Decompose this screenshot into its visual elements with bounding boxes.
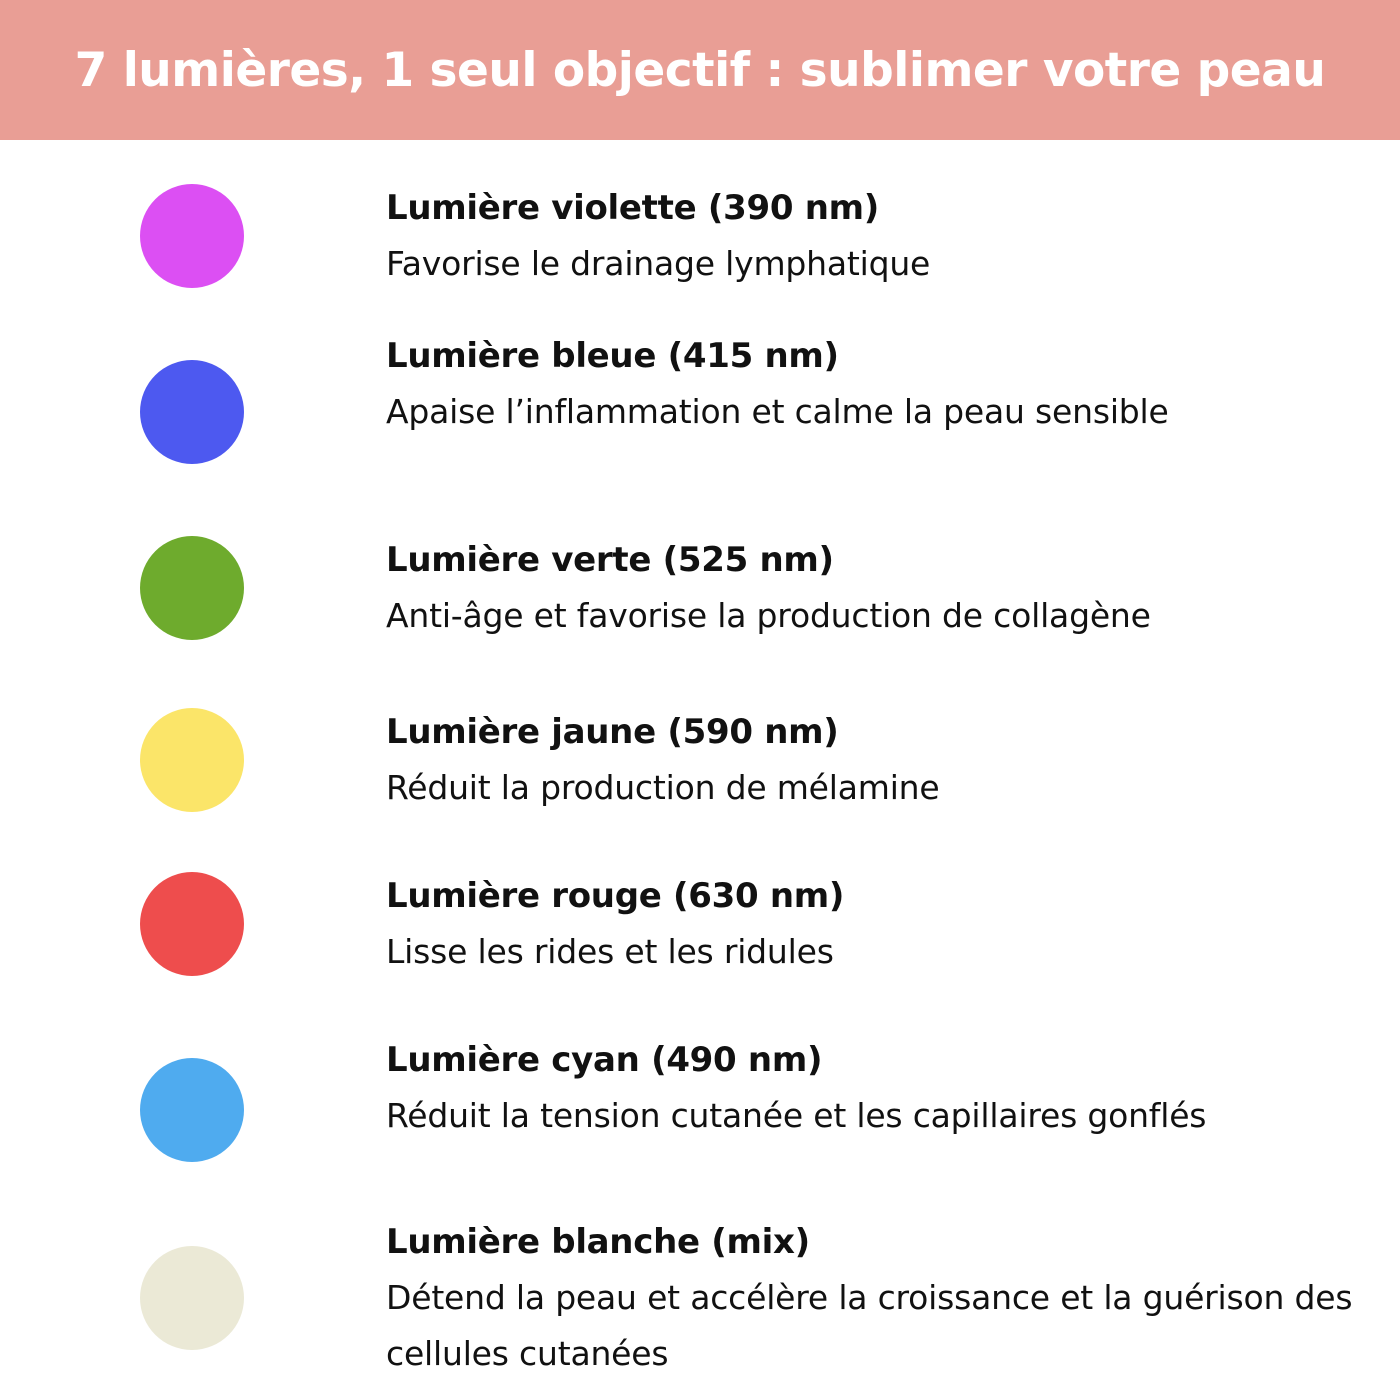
- item-title: Lumière blanche (mix): [386, 1222, 810, 1262]
- violet-light-dot: [140, 184, 244, 288]
- cyan-light-dot: [140, 1058, 244, 1162]
- red-light-dot: [140, 872, 244, 976]
- item-text: [386, 704, 1376, 816]
- green-light-dot: [140, 536, 244, 640]
- item-title: Lumière jaune (590 nm): [386, 712, 839, 752]
- item-title: Lumière rouge (630 nm): [386, 876, 845, 916]
- item-description: Réduit la production de mélamine: [386, 768, 940, 807]
- item-description: Anti-âge et favorise la production de collagène: [386, 596, 1151, 635]
- yellow-light-dot: [140, 708, 244, 812]
- item-text: [386, 328, 1376, 440]
- item-title: Lumière verte (525 nm): [386, 540, 834, 580]
- item-title: Lumière violette (390 nm): [386, 188, 879, 228]
- item-text: [386, 868, 1376, 980]
- white-light-dot: [140, 1246, 244, 1350]
- item-description: Lisse les rides et les ridules: [386, 932, 834, 971]
- item-description: Favorise le drainage lymphatique: [386, 244, 931, 283]
- item-text: [386, 1214, 1376, 1382]
- page-title: 7 lumières, 1 seul objectif : sublimer votre peau: [74, 42, 1326, 98]
- item-title: Lumière bleue (415 nm): [386, 336, 839, 376]
- item-text: [386, 180, 1376, 292]
- item-description: Réduit la tension cutanée et les capillaires gonflés: [386, 1096, 1207, 1135]
- item-description: Détend la peau et accélère la croissance et la guérison des cellules cutanées: [386, 1278, 1353, 1373]
- item-text: [386, 1032, 1376, 1144]
- item-text: [386, 532, 1376, 644]
- blue-light-dot: [140, 360, 244, 464]
- item-title: Lumière cyan (490 nm): [386, 1040, 823, 1080]
- item-description: Apaise l’inflammation et calme la peau sensible: [386, 392, 1169, 431]
- header-banner: [0, 0, 1400, 140]
